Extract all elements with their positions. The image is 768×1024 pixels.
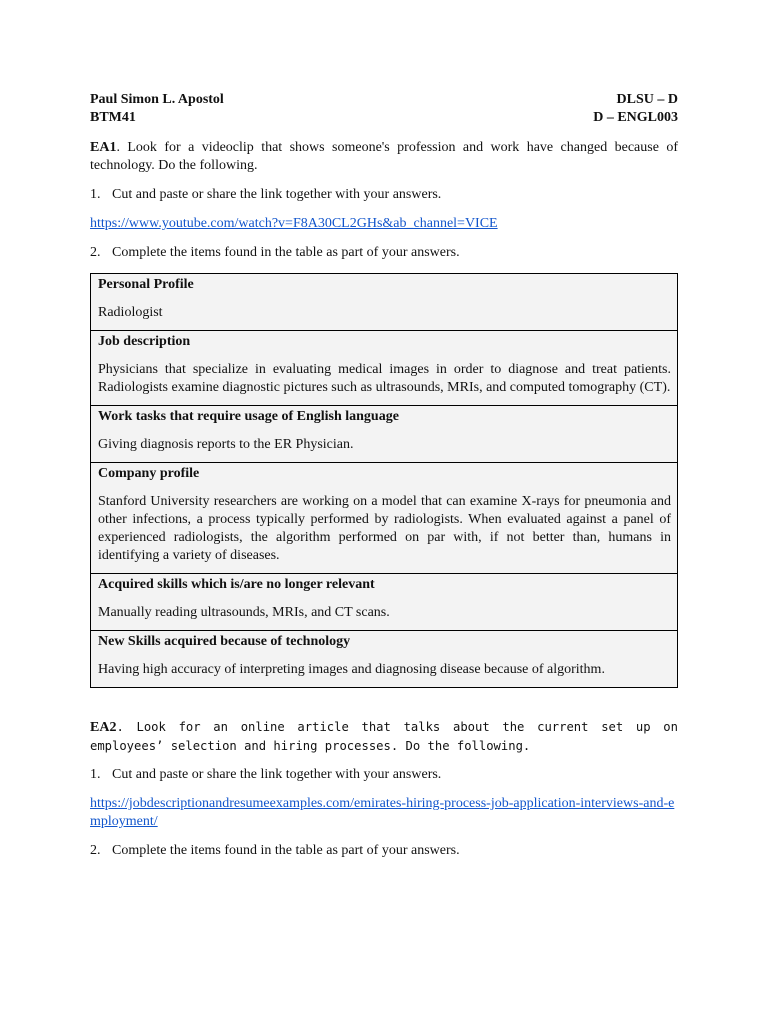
- ea2-intro: . Look for an online article that talks about the current set up on employees’ selection and hiring processes. Do the following.: [90, 720, 678, 753]
- row-heading: Job description: [98, 334, 191, 349]
- table-cell: [91, 574, 678, 631]
- section-code: BTM41: [90, 110, 136, 125]
- row-body: Stanford University researchers are working on a model that can examine X-rays for pneumonia and other infections, a process typically performed by radiologists. When evaluated against a panel of experienced radiologists, the algorithm performed on par with, if not better than, humans in identifying a variety of diseases.: [98, 494, 671, 563]
- header-row-2: [90, 109, 678, 127]
- document-page: [90, 91, 678, 860]
- course-code: D – ENGL003: [593, 110, 678, 125]
- list-number: 2.: [90, 245, 101, 260]
- student-name: Paul Simon L. Apostol: [90, 92, 224, 107]
- school-name: DLSU – D: [616, 92, 678, 107]
- table-cell: [91, 463, 678, 574]
- youtube-link[interactable]: https://www.youtube.com/watch?v=F8A30CL2GHs&ab_channel=VICE: [90, 216, 498, 231]
- table-cell: [91, 631, 678, 688]
- ea1-list-item-1: [90, 186, 678, 204]
- table-cell: [91, 274, 678, 331]
- row-body: Radiologist: [98, 305, 163, 320]
- list-number: 2.: [90, 843, 101, 858]
- header-row-1: [90, 91, 678, 109]
- ea2-label: EA2: [90, 720, 117, 735]
- list-item-text: Complete the items found in the table as part of your answers.: [112, 843, 460, 858]
- row-body: Manually reading ultrasounds, MRIs, and CT scans.: [98, 605, 390, 620]
- list-number: 1.: [90, 767, 101, 782]
- row-heading: New Skills acquired because of technology: [98, 634, 351, 649]
- table-cell: [91, 331, 678, 406]
- profile-table: [90, 273, 678, 688]
- row-heading: Company profile: [98, 466, 200, 481]
- ea2-list-item-2: [90, 842, 678, 860]
- table-row: [91, 274, 678, 331]
- table-row: [91, 631, 678, 688]
- table-row: [91, 406, 678, 463]
- ea1-list-item-2: [90, 244, 678, 262]
- row-body: Having high accuracy of interpreting images and diagnosing disease because of algorithm.: [98, 662, 605, 677]
- ea2-list-item-1: [90, 766, 678, 784]
- list-item-text: Complete the items found in the table as part of your answers.: [112, 245, 460, 260]
- article-link[interactable]: https://jobdescriptionandresumeexamples.com/emirates-hiring-process-job-application-interviews-and-employment/: [90, 796, 675, 829]
- list-item-text: Cut and paste or share the link together with your answers.: [112, 187, 442, 202]
- row-heading: Work tasks that require usage of English language: [98, 409, 399, 424]
- table-row: [91, 574, 678, 631]
- list-item-text: Cut and paste or share the link together with your answers.: [112, 767, 442, 782]
- table-row: [91, 331, 678, 406]
- ea1-label: EA1: [90, 140, 117, 155]
- ea1-intro: . Look for a videoclip that shows someone's profession and work have changed because of technology. Do the following.: [90, 140, 678, 173]
- row-body: Giving diagnosis reports to the ER Physician.: [98, 437, 354, 452]
- ea1-link-line: [90, 215, 678, 233]
- row-heading: Personal Profile: [98, 277, 194, 292]
- ea1-instructions: [90, 139, 678, 175]
- list-number: 1.: [90, 187, 101, 202]
- table-row: [91, 463, 678, 574]
- ea2-link-line: [90, 795, 678, 831]
- table-cell: [91, 406, 678, 463]
- row-body: Physicians that specialize in evaluating medical images in order to diagnose and treat patients. Radiologists examine diagnostic pictures such as ultrasounds, MRIs, and computed tomography (CT).: [98, 362, 671, 395]
- row-heading: Acquired skills which is/are no longer relevant: [98, 577, 375, 592]
- ea2-instructions: [90, 718, 678, 755]
